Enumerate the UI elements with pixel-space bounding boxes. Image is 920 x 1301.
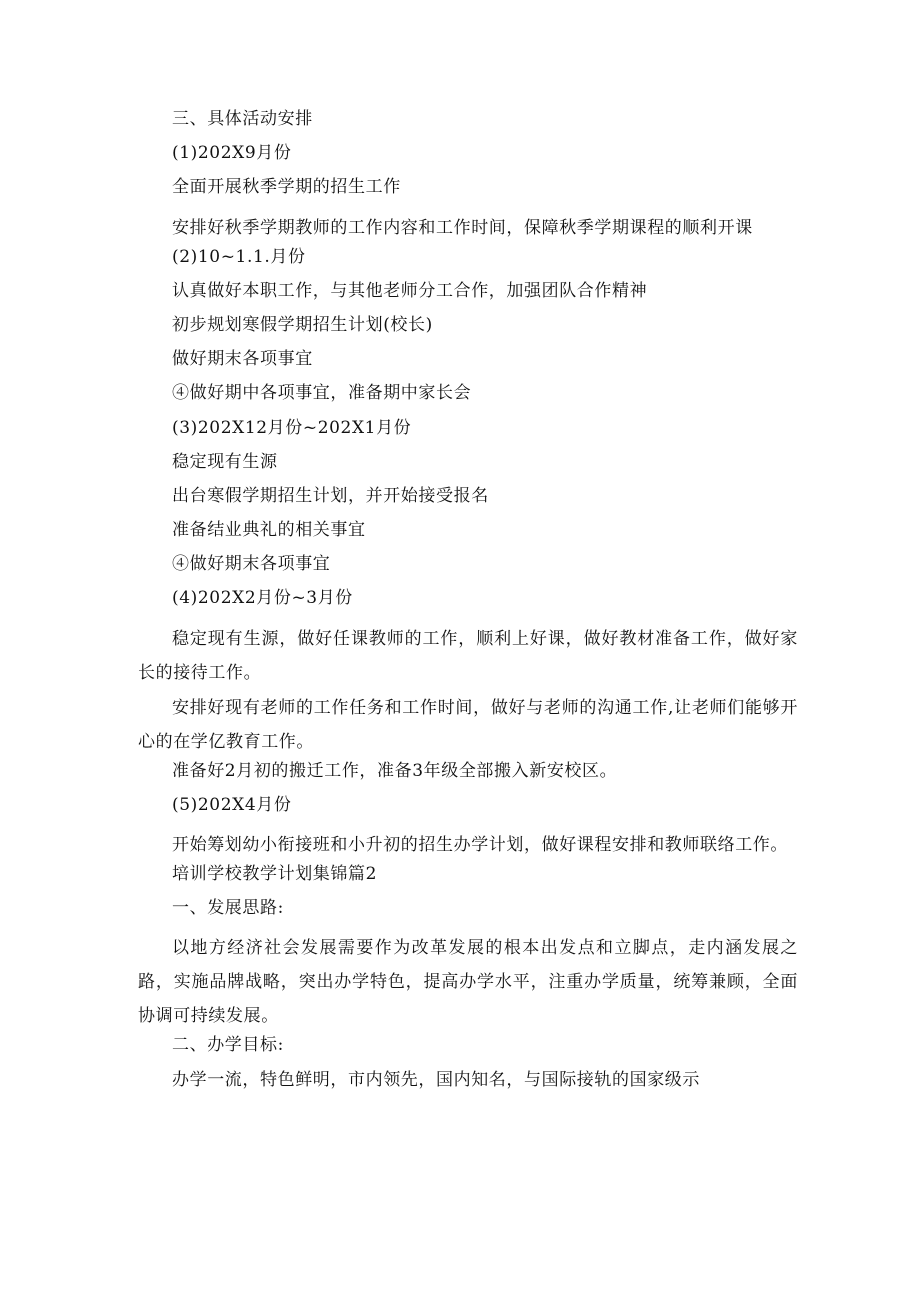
section-heading: 一、发展思路:: [172, 898, 284, 919]
paragraph: 准备结业典礼的相关事宜: [172, 520, 366, 541]
month-heading: (5)202X4月份: [172, 794, 292, 815]
paragraph: 准备好2月初的搬迁工作，准备3年级全部搬入新安校区。: [172, 760, 618, 781]
paragraph: 安排好秋季学期教师的工作内容和工作时间，保障秋季学期课程的顺利开课: [172, 217, 753, 238]
paragraph: 以地方经济社会发展需要作为改革发展的根本出发点和立脚点，走内涵发展之路，实施品牌战略，突出办学特色，提高办学水平，注重办学质量，统筹兼顾，全面协调可持续发展。: [138, 938, 798, 1027]
paragraph: 稳定现有生源: [172, 451, 278, 472]
paragraph: 开始筹划幼小衔接班和小升初的招生办学计划，做好课程安排和教师联络工作。: [172, 835, 788, 855]
paragraph: 安排好现有老师的工作任务和工作时间，做好与老师的沟通工作,让老师们能够开心的在学亿教育工作。: [138, 697, 798, 752]
section-heading: 三、具体活动安排: [172, 109, 313, 129]
paragraph: 办学一流，特色鲜明，市内领先，国内知名，与国际接轨的国家级示: [172, 1069, 700, 1090]
paragraph: 做好期末各项事宜: [172, 349, 313, 370]
paragraph: 稳定现有生源，做好任课教师的工作，顺利上好课，做好教材准备工作，做好家长的接待工作。: [138, 628, 798, 683]
paragraph: 全面开展秋季学期的招生工作: [172, 177, 401, 198]
document-body: [138, 108, 798, 1091]
article-title: 培训学校教学计划集锦篇2: [172, 864, 378, 884]
month-heading: (4)202X2月份~3月份: [172, 588, 353, 609]
month-heading: (3)202X12月份~202X1月份: [172, 417, 412, 438]
paragraph: 认真做好本职工作，与其他老师分工合作，加强团队合作精神: [172, 280, 648, 301]
paragraph: ④做好期末各项事宜: [172, 554, 331, 575]
month-heading: (2)10~1.1.月份: [172, 246, 306, 267]
paragraph: 出台寒假学期招生计划，并开始接受报名: [172, 485, 489, 506]
section-heading: 二、办学目标:: [172, 1035, 284, 1056]
paragraph: 初步规划寒假学期招生计划(校长): [172, 314, 433, 335]
paragraph: ④做好期中各项事宜，准备期中家长会: [172, 383, 472, 404]
month-heading: (1)202X9月份: [172, 143, 292, 164]
